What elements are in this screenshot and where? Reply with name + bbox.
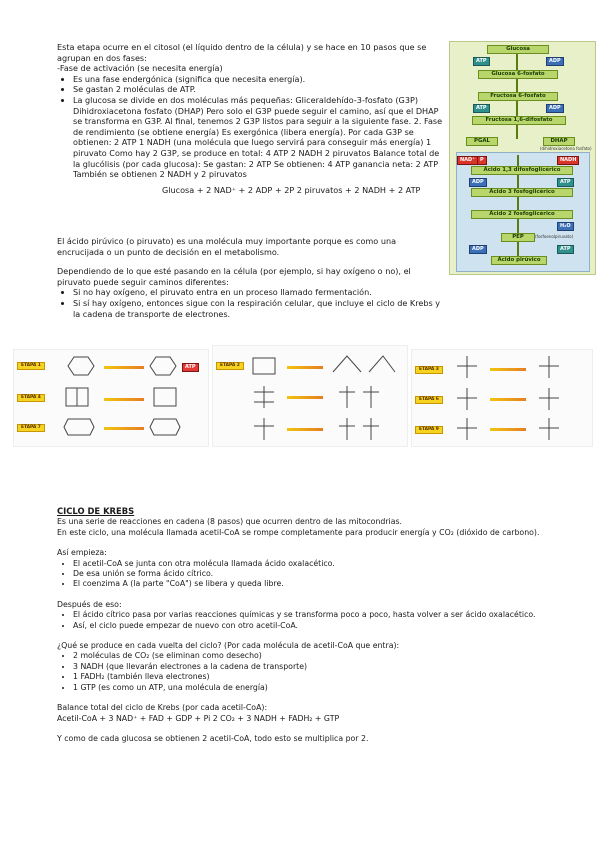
krebs-closing: Y como de cada glucosa se obtienen 2 acetil-CoA, todo esto se multiplica por 2.: [57, 733, 369, 743]
list-item: • Así, el ciclo puede empezar de nuevo con otro acetil-CoA.: [73, 621, 577, 631]
atp-badge: ATP: [557, 245, 574, 254]
intro-paragraph: Esta etapa ocurre en el citosol (el líquido dentro de la célula) y se hace en 10 pasos que se agrupan en dos fases:: [57, 42, 427, 63]
activation-list: [57, 74, 445, 180]
krebs-title: CICLO DE KREBS: [57, 506, 135, 516]
krebs-produce-heading: ¿Qué se produce en cada vuelta del ciclo? (Por cada molécula de acetil-CoA que entra):: [57, 641, 400, 651]
step-label: ETAPA 2: [216, 362, 244, 370]
glucose-box: Glucosa: [487, 45, 549, 54]
steps-panel-left: [13, 349, 209, 447]
krebs-balance-heading: Balance total del ciclo de Krebs (por cada acetil-CoA):: [57, 703, 268, 713]
molecule-icon: [62, 384, 92, 410]
atp-badge: ATP: [557, 178, 574, 187]
molecule-icon: [150, 384, 180, 410]
list-item: • 3 NADH (que llevarán electrones a la cadena de transporte): [73, 662, 577, 672]
krebs-start-heading: Así empieza:: [57, 548, 107, 558]
atp-badge: ATP: [473, 104, 490, 113]
list-item: • De esa unión se forma ácido cítrico.: [73, 569, 577, 579]
reaction-arrow: [287, 366, 323, 369]
list-item: • Es una fase endergónica (significa que necesita energía).: [73, 74, 445, 85]
krebs-paragraph: Es una serie de reacciones en cadena (8 pasos) que ocurren dentro de las mitocondrias.: [57, 517, 403, 527]
glycolysis-equation: Glucosa + 2 NAD⁺ + 2 ADP + 2P 2 piruvatos + 2 NADH + 2 ATP: [162, 184, 421, 195]
nad-badge: NAD⁺: [457, 156, 478, 165]
adp-badge: ADP: [546, 104, 564, 113]
krebs-balance-equation: Acetil-CoA + 3 NAD⁺ + FAD + GDP + Pi 2 CO₂ + 3 NADH + FADH₂ + GTP: [57, 713, 340, 723]
f6p-box: Fructosa 6-fosfato: [478, 92, 558, 101]
molecule-icon: [329, 350, 399, 376]
molecule-icon: [249, 354, 279, 378]
adp-badge: ADP: [546, 57, 564, 66]
step-label: ETAPA 7: [17, 424, 45, 432]
f16-box: Fructosa 1,6-difosfato: [472, 116, 566, 125]
payoff-phase-panel: [456, 152, 590, 272]
reaction-arrow: [287, 428, 323, 431]
h2o-badge: H₂O: [557, 222, 574, 231]
reaction-arrow: [104, 366, 144, 369]
pep-note: (fosfoenolpiruvato): [535, 234, 574, 239]
pep-box: PEP: [501, 233, 535, 242]
molecule-icon: [249, 416, 279, 442]
krebs-section: [57, 506, 577, 744]
list-item: • El coenzima A (la parte "CoA") se libera y queda libre.: [73, 579, 577, 589]
molecule-icon: [337, 416, 387, 442]
steps-panel-right: [411, 349, 593, 447]
reaction-arrow: [490, 428, 526, 431]
p-badge: P: [477, 156, 487, 165]
g6p-box: Glucosa 6-fosfato: [478, 70, 558, 79]
arrow: [517, 175, 519, 189]
molecule-icon: [452, 386, 482, 412]
reaction-arrow: [104, 427, 144, 430]
steps-panel-middle: [212, 345, 408, 447]
list-item: • Si no hay oxígeno, el piruvato entra en un proceso llamado fermentación.: [73, 287, 445, 298]
step-label: ETAPA 4: [17, 394, 45, 402]
pyruvate-paths-paragraph: Dependiendo de lo que esté pasando en la célula (por ejemplo, si hay oxígeno o no), el piruvato puede seguir caminos diferentes:: [57, 266, 411, 287]
arrow: [517, 242, 519, 256]
step-label: ETAPA 1: [17, 362, 45, 370]
molecule-icon: [534, 416, 564, 442]
list-item: • 2 moléculas de CO₂ (se eliminan como desecho): [73, 651, 577, 661]
step-label: ETAPA 3: [415, 366, 443, 374]
pyruvic-acid-box: Ácido pirúvico: [491, 256, 547, 265]
molecule-icon: [249, 384, 279, 410]
list-item: • Si sí hay oxígeno, entonces sigue con la respiración celular, que incluye el ciclo de Krebs y la cadena de transporte de electrones.: [73, 298, 445, 319]
adp-badge: ADP: [469, 245, 487, 254]
molecule-icon: [452, 354, 482, 380]
activation-phase-heading: -Fase de activación (se necesita energía): [57, 63, 223, 74]
dhap-box: DHAP: [543, 137, 575, 146]
molecule-icon: [148, 416, 182, 438]
pg3-box: Ácido 3 fosfoglicérico: [471, 188, 573, 197]
reaction-arrow: [490, 398, 526, 401]
arrow: [516, 125, 518, 139]
molecule-icon: [337, 384, 387, 410]
molecule-icon: [62, 416, 96, 438]
glycolysis-diagram: [449, 41, 596, 275]
atp-badge: ATP: [473, 57, 490, 66]
molecule-icon: [148, 355, 178, 377]
pyruvate-section: [57, 236, 445, 319]
pg2-box: Ácido 2 fosfoglicérico: [471, 210, 573, 219]
atp-badge: ATP: [182, 363, 199, 372]
list-item: • 1 GTP (es como un ATP, una molécula de energía): [73, 683, 577, 693]
molecule-icon: [534, 354, 564, 380]
molecule-icon: [534, 386, 564, 412]
list-item: • El acetil-CoA se junta con otra molécula llamada ácido oxalacético.: [73, 559, 577, 569]
bpg-box: Ácido 1,3 difosfoglicérico: [471, 166, 573, 175]
molecule-icon: [66, 355, 96, 377]
nadh-badge: NADH: [557, 156, 579, 165]
krebs-produce-list: [57, 651, 577, 693]
pgal-box: PGAL: [466, 137, 498, 146]
list-item: • 1 FADH₂ (también lleva electrones): [73, 672, 577, 682]
krebs-after-list: [57, 610, 577, 631]
intro-section: [57, 42, 445, 195]
reaction-arrow: [287, 396, 323, 399]
krebs-after-heading: Después de eso:: [57, 599, 122, 609]
reaction-arrow: [104, 398, 144, 401]
reaction-arrow: [490, 368, 526, 371]
krebs-start-list: [57, 559, 577, 590]
molecule-icon: [452, 416, 482, 442]
krebs-paragraph: En este ciclo, una molécula llamada acetil-CoA se rompe completamente para producir energía y CO₂ (dióxido de carbono).: [57, 527, 540, 537]
arrow: [517, 197, 519, 211]
pyruvate-paths-list: [57, 287, 445, 319]
adp-badge: ADP: [469, 178, 487, 187]
dhap-note: (dihidroxiacetona fosfato): [540, 146, 592, 151]
pyruvate-paragraph: El ácido pirúvico (o piruvato) es una molécula muy importante porque es como una encrucijada o un punto de decisión en el metabolismo.: [57, 236, 397, 257]
step-label: ETAPA 6: [415, 396, 443, 404]
list-item: • El ácido cítrico pasa por varias reacciones químicas y se transforma poco a poco, hasta volver a ser ácido oxalacético.: [73, 610, 577, 620]
list-item: • Se gastan 2 moléculas de ATP.: [73, 84, 445, 95]
step-label: ETAPA 9: [415, 426, 443, 434]
list-item: • La glucosa se divide en dos moléculas más pequeñas: Gliceraldehído-3-fosfato (G3P) Dihidroxiacetona fosfato (DHAP) Pero solo el G3P puede seguir el camino, así que el DHAP se transforma en G3P. Al final, tenemos 2 G3P listos para seguir a la siguiente fase. 2. Fase de rendimiento (se obtiene energía) Es exergónica (libera energía). Por cada G3P se obtienen: 2 ATP 1 NADH (una molécula que luego servirá para conseguir más energía) 1 piruvato Como hay 2 G3P, se produce en total: 4 ATP 2 NADH 2 piruvatos Balance total de la glucólisis (por cada glucosa): Se gastan: 2 ATP Se obtienen: 4 ATP ganancia neta: 2 ATP También se obtienen 2 NADH y 2 piruvatos: [73, 95, 445, 180]
